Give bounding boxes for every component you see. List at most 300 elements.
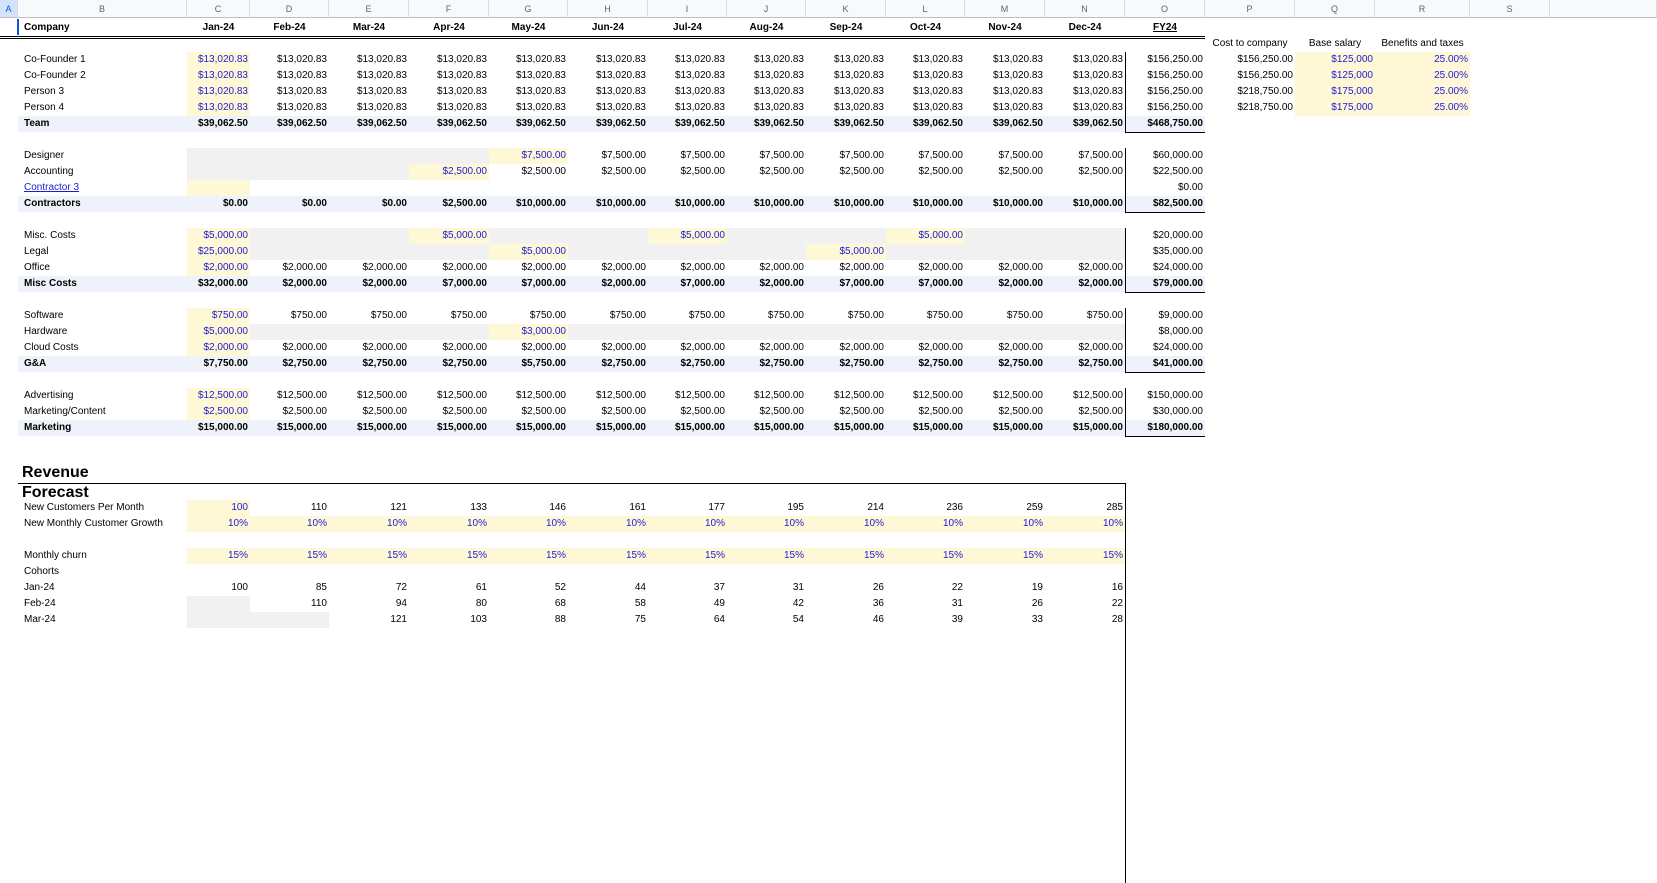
value-cell[interactable]: $2,500.00 bbox=[409, 164, 489, 180]
value-cell[interactable] bbox=[329, 164, 409, 180]
header-month-Jan-24[interactable]: Jan-24 bbox=[202, 22, 235, 33]
value-cell[interactable]: $7,500.00 bbox=[918, 150, 963, 161]
value-cell[interactable] bbox=[409, 244, 489, 260]
monthly-churn-value[interactable]: 15% bbox=[329, 548, 409, 564]
total-value[interactable]: $39,062.50 bbox=[356, 118, 407, 129]
value-cell[interactable]: $13,020.83 bbox=[912, 102, 963, 113]
cost-to-company[interactable]: $218,750.00 bbox=[1237, 102, 1293, 113]
monthly-churn-value[interactable]: 15% bbox=[886, 548, 965, 564]
total-value[interactable]: $39,062.50 bbox=[276, 118, 327, 129]
row-label-co-founder-2[interactable]: Co-Founder 2 bbox=[24, 70, 86, 81]
value-cell[interactable]: $13,020.83 bbox=[674, 86, 725, 97]
total-value[interactable]: $2,750.00 bbox=[918, 358, 963, 369]
value-cell[interactable]: $2,000.00 bbox=[998, 262, 1043, 273]
value-cell[interactable]: $2,500.00 bbox=[839, 406, 884, 417]
cohort-feb-24-value[interactable]: 49 bbox=[713, 598, 725, 609]
value-cell[interactable]: $13,020.83 bbox=[753, 86, 804, 97]
value-cell[interactable] bbox=[250, 180, 329, 196]
cohort-mar-24-value[interactable]: 64 bbox=[713, 614, 725, 625]
total-value[interactable]: $5,750.00 bbox=[521, 358, 566, 369]
cohort-jan-24-value[interactable]: 31 bbox=[792, 582, 804, 593]
value-cell[interactable] bbox=[568, 244, 648, 260]
column-header-F[interactable]: F bbox=[409, 0, 489, 18]
monthly-churn-value[interactable]: 15% bbox=[806, 548, 886, 564]
total-value[interactable]: $2,750.00 bbox=[998, 358, 1043, 369]
total-value[interactable]: $39,062.50 bbox=[1072, 118, 1123, 129]
row-label-software[interactable]: Software bbox=[24, 310, 64, 321]
value-cell[interactable]: $2,000.00 bbox=[362, 342, 407, 353]
total-value[interactable]: $7,750.00 bbox=[203, 358, 248, 369]
total-value[interactable]: $39,062.50 bbox=[912, 118, 963, 129]
cohort-jan-24-value[interactable]: 44 bbox=[634, 582, 646, 593]
value-cell[interactable] bbox=[806, 324, 886, 340]
column-header-I[interactable]: I bbox=[648, 0, 727, 18]
total-value[interactable]: $7,000.00 bbox=[680, 278, 725, 289]
total-value[interactable]: $15,000.00 bbox=[595, 422, 646, 433]
column-header-P[interactable]: P bbox=[1205, 0, 1295, 18]
fy-total-cell[interactable]: $9,000.00 bbox=[1158, 310, 1203, 321]
value-cell[interactable] bbox=[727, 244, 806, 260]
value-cell[interactable]: $12,500.00 bbox=[276, 390, 327, 401]
value-cell[interactable]: $13,020.83 bbox=[992, 86, 1043, 97]
total-value[interactable]: $7,000.00 bbox=[918, 278, 963, 289]
total-fy[interactable]: $468,750.00 bbox=[1147, 118, 1203, 129]
value-cell[interactable]: $750.00 bbox=[529, 310, 566, 321]
total-value[interactable]: $2,750.00 bbox=[839, 358, 884, 369]
column-header-H[interactable]: H bbox=[568, 0, 648, 18]
total-fy[interactable]: $41,000.00 bbox=[1152, 358, 1203, 369]
value-cell[interactable] bbox=[806, 180, 886, 196]
value-cell[interactable]: $750.00 bbox=[847, 310, 884, 321]
cohort-jan-24-label[interactable]: Jan-24 bbox=[24, 582, 55, 593]
total-label[interactable]: G&A bbox=[24, 358, 47, 369]
value-cell[interactable]: $13,020.83 bbox=[356, 70, 407, 81]
total-value[interactable]: $39,062.50 bbox=[674, 118, 725, 129]
cohort-feb-24-value[interactable]: 36 bbox=[872, 598, 884, 609]
value-cell[interactable]: $3,000.00 bbox=[489, 324, 568, 340]
value-cell[interactable]: $13,020.83 bbox=[187, 84, 250, 100]
value-cell[interactable]: $750.00 bbox=[187, 308, 250, 324]
value-cell[interactable]: $2,500.00 bbox=[1078, 406, 1123, 417]
customer-growth-value[interactable]: 10% bbox=[1045, 516, 1125, 532]
value-cell[interactable]: $13,020.83 bbox=[833, 54, 884, 65]
cohort-jan-24-value[interactable]: 26 bbox=[872, 582, 884, 593]
header-month-Jul-24[interactable]: Jul-24 bbox=[673, 22, 702, 33]
cohort-feb-24-value[interactable]: 68 bbox=[554, 598, 566, 609]
total-value[interactable]: $2,000.00 bbox=[282, 278, 327, 289]
value-cell[interactable]: $13,020.83 bbox=[753, 54, 804, 65]
value-cell[interactable]: $2,500.00 bbox=[759, 406, 804, 417]
base-salary-input[interactable]: $125,000 bbox=[1295, 52, 1375, 68]
value-cell[interactable]: $7,500.00 bbox=[998, 150, 1043, 161]
customer-growth-value[interactable]: 10% bbox=[329, 516, 409, 532]
value-cell[interactable]: $2,500.00 bbox=[601, 406, 646, 417]
total-value[interactable]: $2,750.00 bbox=[442, 358, 487, 369]
header-fy24[interactable]: FY24 bbox=[1153, 22, 1177, 33]
value-cell[interactable]: $12,500.00 bbox=[595, 390, 646, 401]
row-label-office[interactable]: Office bbox=[24, 262, 50, 273]
cohort-feb-24-value[interactable]: 80 bbox=[475, 598, 487, 609]
value-cell[interactable] bbox=[886, 180, 965, 196]
new-customers-value[interactable]: 121 bbox=[390, 502, 407, 513]
total-value[interactable]: $2,000.00 bbox=[1078, 278, 1123, 289]
value-cell[interactable]: $25,000.00 bbox=[187, 244, 250, 260]
column-header-J[interactable]: J bbox=[727, 0, 806, 18]
value-cell[interactable]: $12,500.00 bbox=[992, 390, 1043, 401]
benefits-input[interactable]: 25.00% bbox=[1375, 52, 1470, 68]
value-cell[interactable]: $13,020.83 bbox=[833, 86, 884, 97]
new-customers-value[interactable]: 236 bbox=[946, 502, 963, 513]
cohort-jan-24-value[interactable]: 37 bbox=[713, 582, 725, 593]
value-cell[interactable] bbox=[568, 324, 648, 340]
value-cell[interactable]: $2,000.00 bbox=[759, 262, 804, 273]
value-cell[interactable] bbox=[329, 228, 409, 244]
cohort-jan-24-value[interactable]: 16 bbox=[1111, 582, 1123, 593]
value-cell[interactable]: $7,500.00 bbox=[489, 148, 568, 164]
value-cell[interactable]: $2,000.00 bbox=[839, 342, 884, 353]
column-header-A[interactable]: A bbox=[0, 0, 18, 18]
cohort-mar-24-value[interactable] bbox=[187, 612, 250, 628]
total-value[interactable]: $7,000.00 bbox=[442, 278, 487, 289]
row-label-misc-costs[interactable]: Misc. Costs bbox=[24, 230, 76, 241]
value-cell[interactable]: $12,500.00 bbox=[356, 390, 407, 401]
value-cell[interactable]: $2,500.00 bbox=[680, 406, 725, 417]
cost-to-company[interactable]: $218,750.00 bbox=[1237, 86, 1293, 97]
cohort-jan-24-value[interactable]: 52 bbox=[554, 582, 566, 593]
total-value[interactable]: $10,000.00 bbox=[833, 198, 884, 209]
row-label-designer[interactable]: Designer bbox=[24, 150, 65, 161]
value-cell[interactable]: $13,020.83 bbox=[356, 86, 407, 97]
value-cell[interactable]: $2,000.00 bbox=[362, 262, 407, 273]
value-cell[interactable] bbox=[250, 324, 329, 340]
row-label-legal[interactable]: Legal bbox=[24, 246, 49, 257]
value-cell[interactable]: $13,020.83 bbox=[753, 70, 804, 81]
value-cell[interactable] bbox=[187, 180, 250, 196]
total-label[interactable]: Team bbox=[24, 118, 50, 129]
value-cell[interactable] bbox=[187, 148, 250, 164]
value-cell[interactable] bbox=[727, 180, 806, 196]
value-cell[interactable]: $2,500.00 bbox=[521, 166, 566, 177]
monthly-churn-value[interactable]: 15% bbox=[648, 548, 727, 564]
fy-total-cell[interactable]: $156,250.00 bbox=[1147, 70, 1203, 81]
cohort-feb-24-value[interactable] bbox=[187, 596, 250, 612]
value-cell[interactable]: $5,000.00 bbox=[886, 228, 965, 244]
value-cell[interactable]: $13,020.83 bbox=[595, 102, 646, 113]
value-cell[interactable]: $2,000.00 bbox=[601, 342, 646, 353]
total-value[interactable]: $2,500.00 bbox=[442, 198, 487, 209]
header-month-Apr-24[interactable]: Apr-24 bbox=[433, 22, 465, 33]
base-salary-input[interactable]: $175,000 bbox=[1295, 100, 1375, 116]
fy-total-cell[interactable]: $156,250.00 bbox=[1147, 54, 1203, 65]
value-cell[interactable]: $13,020.83 bbox=[276, 86, 327, 97]
fy-total-cell[interactable]: $30,000.00 bbox=[1152, 406, 1203, 417]
cohort-mar-24-value[interactable]: 121 bbox=[390, 614, 407, 625]
total-value[interactable]: $15,000.00 bbox=[276, 422, 327, 433]
value-cell[interactable]: $2,000.00 bbox=[1078, 262, 1123, 273]
monthly-churn-value[interactable]: 15% bbox=[568, 548, 648, 564]
value-cell[interactable] bbox=[329, 324, 409, 340]
value-cell[interactable]: $13,020.83 bbox=[276, 102, 327, 113]
header-month-Oct-24[interactable]: Oct-24 bbox=[909, 22, 942, 33]
value-cell[interactable] bbox=[965, 244, 1045, 260]
value-cell[interactable] bbox=[329, 148, 409, 164]
value-cell[interactable] bbox=[965, 324, 1045, 340]
column-header-Q[interactable]: Q bbox=[1295, 0, 1375, 18]
header-month-Jun-24[interactable]: Jun-24 bbox=[591, 22, 625, 33]
value-cell[interactable]: $2,500.00 bbox=[187, 404, 250, 420]
monthly-churn-value[interactable]: 15% bbox=[1045, 548, 1125, 564]
header-month-Mar-24[interactable]: Mar-24 bbox=[352, 22, 386, 33]
row-label-accounting[interactable]: Accounting bbox=[24, 166, 74, 177]
value-cell[interactable]: $7,500.00 bbox=[1078, 150, 1123, 161]
value-cell[interactable]: $13,020.83 bbox=[356, 102, 407, 113]
total-fy[interactable]: $79,000.00 bbox=[1152, 278, 1203, 289]
customer-growth-value[interactable]: 10% bbox=[409, 516, 489, 532]
value-cell[interactable]: $13,020.83 bbox=[674, 54, 725, 65]
total-value[interactable]: $0.00 bbox=[222, 198, 248, 209]
total-value[interactable]: $10,000.00 bbox=[515, 198, 566, 209]
total-value[interactable]: $10,000.00 bbox=[753, 198, 804, 209]
value-cell[interactable] bbox=[1045, 324, 1125, 340]
value-cell[interactable]: $13,020.83 bbox=[833, 70, 884, 81]
column-header-R[interactable]: R bbox=[1375, 0, 1470, 18]
value-cell[interactable]: $2,000.00 bbox=[839, 262, 884, 273]
value-cell[interactable]: $2,000.00 bbox=[918, 342, 963, 353]
total-value[interactable]: $2,750.00 bbox=[282, 358, 327, 369]
value-cell[interactable]: $13,020.83 bbox=[595, 70, 646, 81]
value-cell[interactable]: $2,000.00 bbox=[601, 262, 646, 273]
value-cell[interactable]: $2,000.00 bbox=[187, 340, 250, 356]
value-cell[interactable]: $13,020.83 bbox=[187, 68, 250, 84]
value-cell[interactable]: $2,500.00 bbox=[998, 166, 1043, 177]
fy-total-cell[interactable]: $0.00 bbox=[1177, 182, 1203, 193]
new-customers-value[interactable]: 133 bbox=[470, 502, 487, 513]
side-header-1[interactable]: Cost to company bbox=[1212, 38, 1288, 49]
value-cell[interactable]: $7,500.00 bbox=[839, 150, 884, 161]
value-cell[interactable]: $2,000.00 bbox=[759, 342, 804, 353]
value-cell[interactable]: $13,020.83 bbox=[992, 54, 1043, 65]
value-cell[interactable] bbox=[568, 228, 648, 244]
new-customers-label[interactable]: New Customers Per Month bbox=[24, 502, 145, 513]
value-cell[interactable]: $2,000.00 bbox=[442, 262, 487, 273]
total-value[interactable]: $2,000.00 bbox=[998, 278, 1043, 289]
column-header-G[interactable]: G bbox=[489, 0, 568, 18]
value-cell[interactable]: $13,020.83 bbox=[1072, 102, 1123, 113]
customer-growth-value[interactable]: 10% bbox=[489, 516, 568, 532]
total-value[interactable]: $15,000.00 bbox=[753, 422, 804, 433]
value-cell[interactable]: $12,500.00 bbox=[753, 390, 804, 401]
value-cell[interactable]: $2,000.00 bbox=[187, 260, 250, 276]
header-month-Feb-24[interactable]: Feb-24 bbox=[273, 22, 306, 33]
cohort-jan-24-value[interactable]: 61 bbox=[475, 582, 487, 593]
total-label[interactable]: Misc Costs bbox=[24, 278, 77, 289]
customer-growth-value[interactable]: 10% bbox=[727, 516, 806, 532]
value-cell[interactable]: $5,000.00 bbox=[187, 228, 250, 244]
value-cell[interactable]: $13,020.83 bbox=[276, 54, 327, 65]
cohort-jan-24-value[interactable]: 22 bbox=[951, 582, 963, 593]
total-value[interactable]: $39,062.50 bbox=[833, 118, 884, 129]
value-cell[interactable] bbox=[250, 164, 329, 180]
cohort-feb-24-label[interactable]: Feb-24 bbox=[24, 598, 56, 609]
total-value[interactable]: $39,062.50 bbox=[595, 118, 646, 129]
value-cell[interactable]: $13,020.83 bbox=[992, 70, 1043, 81]
value-cell[interactable] bbox=[489, 228, 568, 244]
column-header-E[interactable]: E bbox=[329, 0, 409, 18]
cohort-mar-24-value[interactable]: 88 bbox=[554, 614, 566, 625]
total-value[interactable]: $39,062.50 bbox=[436, 118, 487, 129]
header-month-May-24[interactable]: May-24 bbox=[511, 22, 546, 33]
total-value[interactable]: $10,000.00 bbox=[912, 198, 963, 209]
value-cell[interactable] bbox=[648, 244, 727, 260]
value-cell[interactable]: $2,500.00 bbox=[918, 166, 963, 177]
total-value[interactable]: $7,000.00 bbox=[839, 278, 884, 289]
customer-growth-value[interactable]: 10% bbox=[965, 516, 1045, 532]
value-cell[interactable]: $2,000.00 bbox=[680, 262, 725, 273]
value-cell[interactable] bbox=[727, 324, 806, 340]
total-value[interactable]: $2,000.00 bbox=[759, 278, 804, 289]
total-value[interactable]: $15,000.00 bbox=[912, 422, 963, 433]
total-value[interactable]: $7,000.00 bbox=[521, 278, 566, 289]
column-header-M[interactable]: M bbox=[965, 0, 1045, 18]
value-cell[interactable] bbox=[886, 324, 965, 340]
value-cell[interactable]: $2,000.00 bbox=[282, 262, 327, 273]
monthly-churn-value[interactable]: 15% bbox=[489, 548, 568, 564]
cohort-feb-24-value[interactable]: 58 bbox=[634, 598, 646, 609]
benefits-input[interactable]: 25.00% bbox=[1375, 68, 1470, 84]
column-header-N[interactable]: N bbox=[1045, 0, 1125, 18]
new-customers-value[interactable]: 195 bbox=[787, 502, 804, 513]
new-customers-value[interactable]: 259 bbox=[1026, 502, 1043, 513]
value-cell[interactable]: $13,020.83 bbox=[1072, 70, 1123, 81]
cohort-feb-24-value[interactable]: 31 bbox=[951, 598, 963, 609]
value-cell[interactable] bbox=[727, 228, 806, 244]
column-header-S[interactable]: S bbox=[1470, 0, 1550, 18]
total-fy[interactable]: $180,000.00 bbox=[1147, 422, 1203, 433]
total-value[interactable]: $0.00 bbox=[381, 198, 407, 209]
customer-growth-label[interactable]: New Monthly Customer Growth bbox=[24, 518, 163, 529]
total-value[interactable]: $15,000.00 bbox=[436, 422, 487, 433]
total-fy[interactable]: $82,500.00 bbox=[1152, 198, 1203, 209]
cohort-mar-24-value[interactable]: 33 bbox=[1031, 614, 1043, 625]
fy-total-cell[interactable]: $20,000.00 bbox=[1152, 230, 1203, 241]
cohort-mar-24-value[interactable]: 46 bbox=[872, 614, 884, 625]
value-cell[interactable]: $2,500.00 bbox=[282, 406, 327, 417]
value-cell[interactable]: $13,020.83 bbox=[187, 100, 250, 116]
value-cell[interactable]: $2,500.00 bbox=[839, 166, 884, 177]
fy-total-cell[interactable]: $60,000.00 bbox=[1152, 150, 1203, 161]
value-cell[interactable]: $2,500.00 bbox=[998, 406, 1043, 417]
value-cell[interactable]: $13,020.83 bbox=[276, 70, 327, 81]
value-cell[interactable]: $13,020.83 bbox=[515, 54, 566, 65]
value-cell[interactable]: $12,500.00 bbox=[187, 388, 250, 404]
value-cell[interactable]: $12,500.00 bbox=[674, 390, 725, 401]
value-cell[interactable]: $5,000.00 bbox=[409, 228, 489, 244]
cohort-jan-24-value[interactable]: 19 bbox=[1031, 582, 1043, 593]
value-cell[interactable]: $13,020.83 bbox=[515, 102, 566, 113]
value-cell[interactable]: $2,000.00 bbox=[918, 262, 963, 273]
value-cell[interactable]: $13,020.83 bbox=[1072, 86, 1123, 97]
value-cell[interactable] bbox=[187, 164, 250, 180]
total-value[interactable]: $15,000.00 bbox=[515, 422, 566, 433]
value-cell[interactable]: $13,020.83 bbox=[595, 86, 646, 97]
cohort-mar-24-value[interactable]: 39 bbox=[951, 614, 963, 625]
value-cell[interactable] bbox=[648, 324, 727, 340]
value-cell[interactable] bbox=[250, 228, 329, 244]
value-cell[interactable]: $750.00 bbox=[1006, 310, 1043, 321]
value-cell[interactable]: $13,020.83 bbox=[753, 102, 804, 113]
value-cell[interactable]: $12,500.00 bbox=[912, 390, 963, 401]
fy-total-cell[interactable]: $150,000.00 bbox=[1147, 390, 1203, 401]
value-cell[interactable]: $2,000.00 bbox=[442, 342, 487, 353]
new-customers-value[interactable]: 285 bbox=[1106, 502, 1123, 513]
row-label-advertising[interactable]: Advertising bbox=[24, 390, 74, 401]
value-cell[interactable] bbox=[409, 324, 489, 340]
value-cell[interactable] bbox=[489, 180, 568, 196]
value-cell[interactable]: $750.00 bbox=[767, 310, 804, 321]
monthly-churn-value[interactable]: 15% bbox=[965, 548, 1045, 564]
benefits-input[interactable]: 25.00% bbox=[1375, 100, 1470, 116]
value-cell[interactable]: $13,020.83 bbox=[674, 102, 725, 113]
value-cell[interactable]: $13,020.83 bbox=[912, 70, 963, 81]
monthly-churn-value[interactable]: 15% bbox=[187, 548, 250, 564]
customer-growth-value[interactable]: 10% bbox=[648, 516, 727, 532]
value-cell[interactable]: $2,000.00 bbox=[282, 342, 327, 353]
row-label-marketing-content[interactable]: Marketing/Content bbox=[24, 406, 106, 417]
value-cell[interactable]: $5,000.00 bbox=[806, 244, 886, 260]
value-cell[interactable]: $13,020.83 bbox=[912, 86, 963, 97]
value-cell[interactable] bbox=[250, 244, 329, 260]
value-cell[interactable]: $2,500.00 bbox=[521, 406, 566, 417]
total-value[interactable]: $32,000.00 bbox=[197, 278, 248, 289]
new-customers-value[interactable]: 177 bbox=[708, 502, 725, 513]
value-cell[interactable]: $2,000.00 bbox=[521, 262, 566, 273]
value-cell[interactable] bbox=[886, 244, 965, 260]
revenue-forecast-title[interactable]: Revenue Forecast bbox=[22, 464, 89, 501]
value-cell[interactable] bbox=[806, 228, 886, 244]
row-label-hardware[interactable]: Hardware bbox=[24, 326, 68, 337]
monthly-churn-value[interactable]: 15% bbox=[409, 548, 489, 564]
value-cell[interactable] bbox=[965, 180, 1045, 196]
new-customers-value[interactable]: 161 bbox=[629, 502, 646, 513]
value-cell[interactable]: $13,020.83 bbox=[436, 70, 487, 81]
row-label-co-founder-1[interactable]: Co-Founder 1 bbox=[24, 54, 86, 65]
total-value[interactable]: $39,062.50 bbox=[992, 118, 1043, 129]
cohort-feb-24-value[interactable]: 42 bbox=[792, 598, 804, 609]
column-header-K[interactable]: K bbox=[806, 0, 886, 18]
customer-growth-value[interactable]: 10% bbox=[886, 516, 965, 532]
total-value[interactable]: $39,062.50 bbox=[753, 118, 804, 129]
side-header-3[interactable]: Benefits and taxes bbox=[1381, 38, 1464, 49]
monthly-churn-value[interactable]: 15% bbox=[250, 548, 329, 564]
new-customers-value[interactable]: 100 bbox=[187, 500, 250, 516]
base-salary-input[interactable]: $125,000 bbox=[1295, 68, 1375, 84]
total-label[interactable]: Marketing bbox=[24, 422, 72, 433]
value-cell[interactable] bbox=[409, 180, 489, 196]
value-cell[interactable]: $750.00 bbox=[688, 310, 725, 321]
value-cell[interactable] bbox=[965, 228, 1045, 244]
value-cell[interactable] bbox=[568, 180, 648, 196]
value-cell[interactable]: $13,020.83 bbox=[515, 86, 566, 97]
cost-to-company[interactable]: $156,250.00 bbox=[1237, 54, 1293, 65]
value-cell[interactable]: $2,500.00 bbox=[1078, 166, 1123, 177]
fy-total-cell[interactable]: $24,000.00 bbox=[1152, 262, 1203, 273]
value-cell[interactable]: $2,500.00 bbox=[680, 166, 725, 177]
value-cell[interactable]: $13,020.83 bbox=[436, 102, 487, 113]
total-value[interactable]: $2,750.00 bbox=[759, 358, 804, 369]
total-value[interactable]: $15,000.00 bbox=[1072, 422, 1123, 433]
value-cell[interactable]: $2,500.00 bbox=[442, 406, 487, 417]
value-cell[interactable]: $750.00 bbox=[290, 310, 327, 321]
